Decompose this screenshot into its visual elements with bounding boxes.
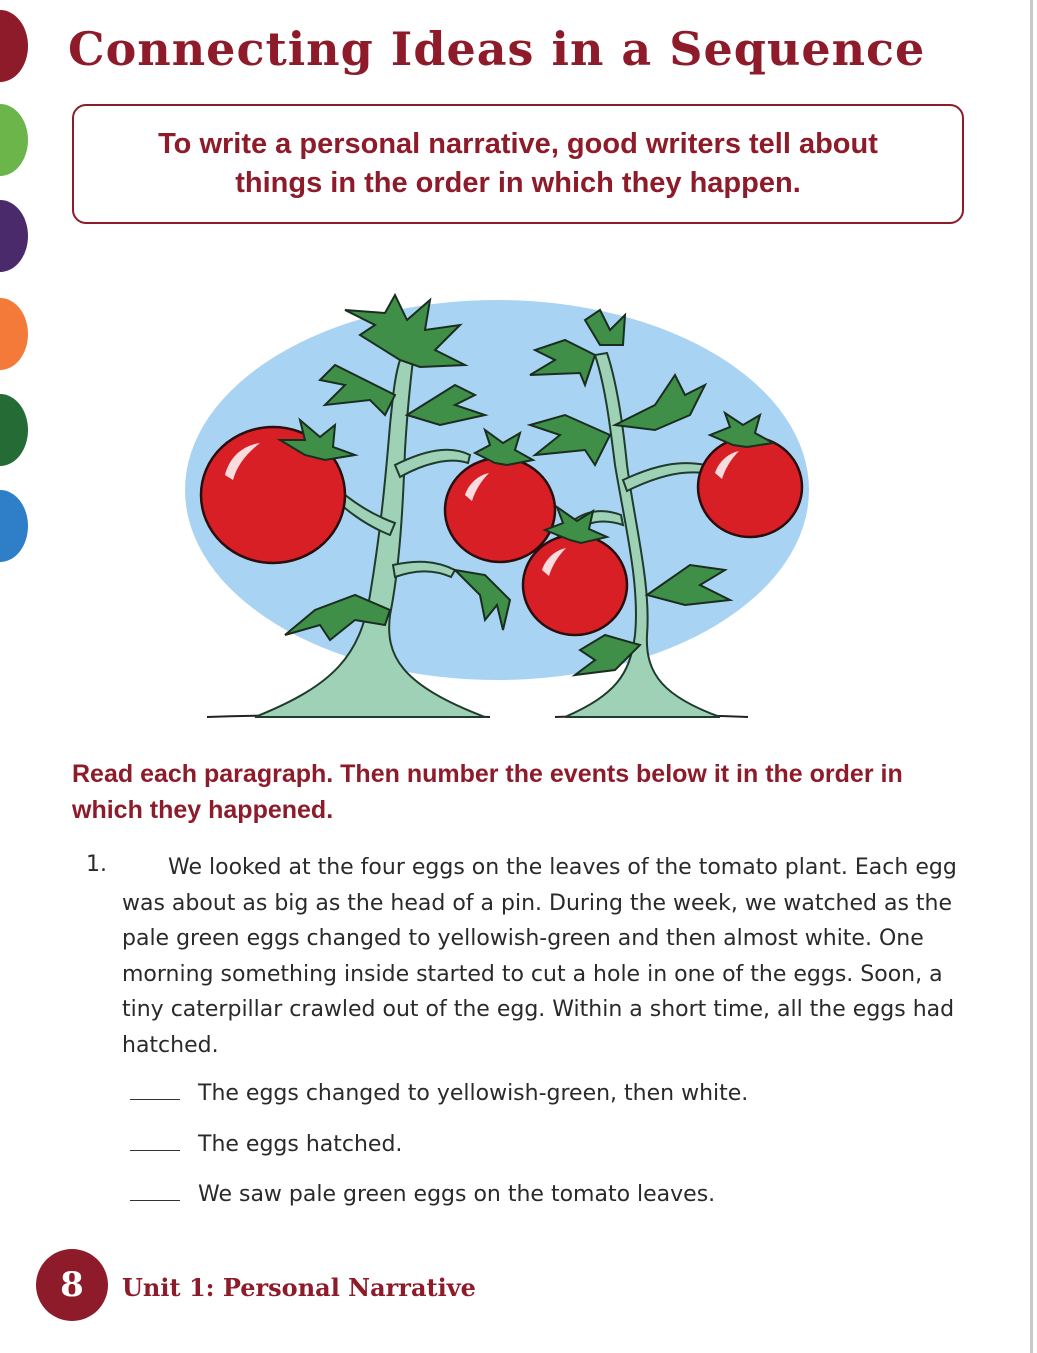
answer-blank-2[interactable] xyxy=(130,1149,180,1151)
tomato-plants-icon xyxy=(185,265,810,725)
color-tab-3 xyxy=(0,200,28,272)
page-title: Connecting Ideas in a Sequence xyxy=(68,22,926,76)
color-tab-2 xyxy=(0,104,28,176)
tomato-4 xyxy=(698,437,802,537)
event-text-2: The eggs hatched. xyxy=(198,1132,403,1157)
answer-blank-3[interactable] xyxy=(130,1199,180,1201)
tomato-2 xyxy=(445,458,555,562)
color-tab-6 xyxy=(0,490,28,562)
color-tab-5 xyxy=(0,394,28,466)
question-paragraph: We looked at the four eggs on the leaves of the tomato plant. Each egg was about as big as the head of a pin. During the week, we watched as the pale green eggs changed to yellowish-green and then almost white. One morning something inside started to cut a hole in one of the eggs. Soon, a tiny caterpillar crawled out of the egg. Within a short time, all the eggs had hatched. xyxy=(122,855,957,1058)
unit-label: Unit 1: Personal Narrative xyxy=(122,1273,476,1302)
tomato-3 xyxy=(523,535,627,635)
event-text-3: We saw pale green eggs on the tomato leaves. xyxy=(198,1182,716,1207)
answer-blank-1[interactable] xyxy=(130,1098,180,1100)
event-row-2 xyxy=(130,1132,930,1157)
event-row-1 xyxy=(130,1081,930,1106)
color-tab-1 xyxy=(0,10,28,82)
page-number-badge xyxy=(36,1249,108,1321)
page-edge-divider xyxy=(1030,0,1033,1353)
tip-text: To write a personal narrative, good writers tell about things in the order in which they happen. xyxy=(158,128,878,199)
question-number: 1. xyxy=(86,852,107,877)
page-number: 8 xyxy=(60,1265,84,1305)
color-tab-4 xyxy=(0,298,28,370)
directions: Read each paragraph. Then number the events below it in the order in which they happened. xyxy=(72,760,903,824)
event-row-3 xyxy=(130,1182,930,1207)
event-text-1: The eggs changed to yellowish-green, then white. xyxy=(198,1081,749,1106)
tip-box xyxy=(72,104,964,224)
